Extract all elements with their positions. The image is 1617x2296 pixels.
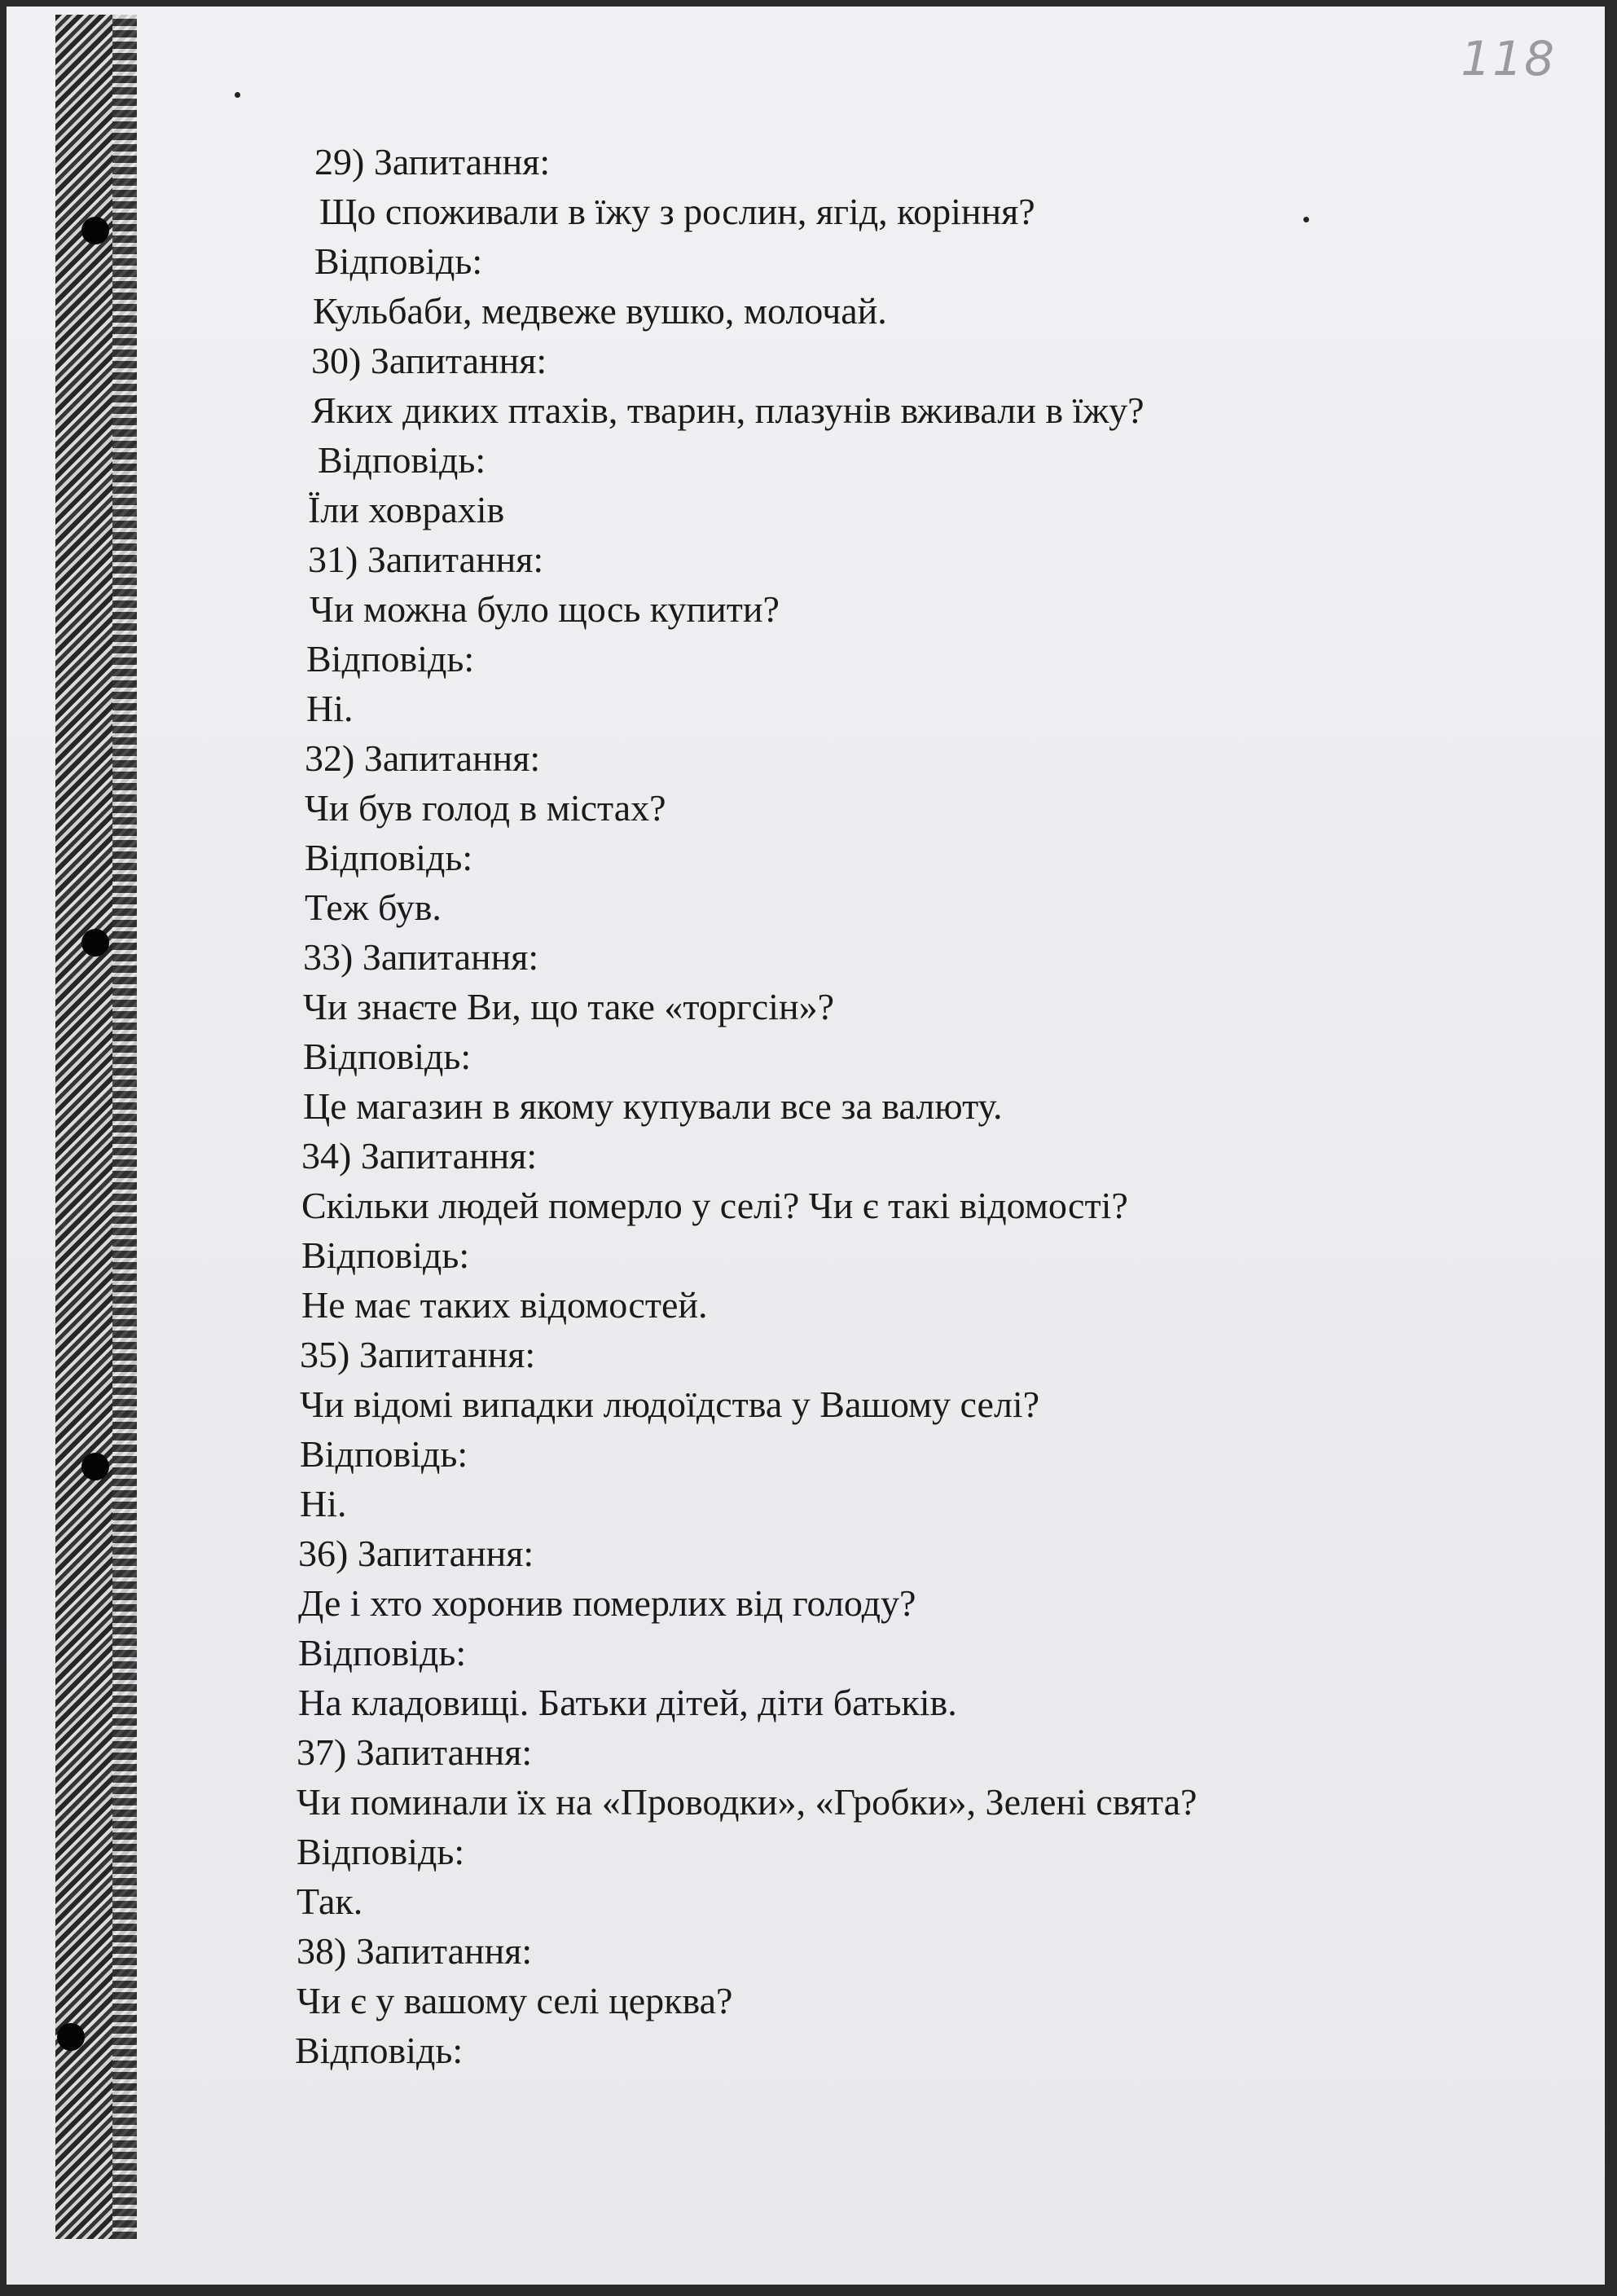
answer-text: Ні. — [306, 688, 354, 729]
question-heading: 32) Запитання: — [305, 737, 541, 779]
question-heading: 29) Запитання: — [314, 141, 551, 183]
answer-text: Не має таких відомостей. — [301, 1284, 708, 1326]
stray-mark — [235, 92, 240, 98]
answer-heading: Відповідь: — [301, 1234, 470, 1276]
answer-heading: Відповідь: — [314, 240, 483, 282]
question-text: Чи знаєте Ви, що таке «торгсін»? — [303, 986, 834, 1027]
scanned-page — [7, 7, 1605, 2285]
question-heading: 37) Запитання: — [297, 1731, 533, 1773]
answer-text: На кладовищі. Батьки дітей, діти батьків. — [298, 1682, 957, 1723]
question-text: Чи є у вашому селі церква? — [297, 1980, 733, 2021]
question-text: Яких диких птахів, тварин, плазунів вживали в їжу? — [311, 389, 1145, 431]
question-text: Чи поминали їх на «Проводки», «Гробки», Зелені свята? — [297, 1781, 1197, 1823]
question-text: Чи можна було щось купити? — [310, 588, 780, 630]
answer-text: Це магазин в якому купували все за валюту. — [303, 1085, 1003, 1127]
answer-text: Теж був. — [305, 886, 442, 928]
question-heading: 34) Запитання: — [301, 1135, 538, 1177]
question-heading: 33) Запитання: — [303, 936, 539, 978]
question-heading: 36) Запитання: — [298, 1533, 534, 1574]
question-text: Де і хто хоронив померлих від голоду? — [298, 1582, 916, 1624]
answer-heading: Відповідь: — [297, 1831, 465, 1872]
question-text: Чи відомі випадки людоїдства у Вашому селі? — [300, 1383, 1040, 1425]
answer-heading: Відповідь: — [295, 2030, 464, 2071]
answer-text: Ні. — [300, 1483, 347, 1524]
question-text: Чи був голод в містах? — [305, 787, 666, 829]
answer-heading: Відповідь: — [306, 638, 475, 680]
page-number: 118 — [1461, 31, 1556, 86]
answer-text: Їли ховрахів — [308, 489, 505, 530]
questionnaire-text — [7, 137, 1473, 2075]
answer-heading: Відповідь: — [318, 439, 486, 481]
question-heading: 35) Запитання: — [300, 1334, 536, 1375]
answer-heading: Відповідь: — [298, 1632, 467, 1674]
question-heading: 30) Запитання: — [311, 340, 547, 381]
question-text: Скільки людей померло у селі? Чи є такі відомості? — [301, 1185, 1128, 1226]
answer-heading: Відповідь: — [305, 837, 473, 878]
answer-heading: Відповідь: — [303, 1036, 472, 1077]
question-heading: 38) Запитання: — [297, 1930, 533, 1972]
question-text: Що споживали в їжу з рослин, ягід, коріння? — [319, 191, 1035, 232]
answer-text: Кульбаби, медвеже вушко, молочай. — [313, 290, 887, 332]
answer-text: Так. — [297, 1880, 363, 1922]
question-heading: 31) Запитання: — [308, 539, 544, 580]
answer-heading: Відповідь: — [300, 1433, 468, 1475]
